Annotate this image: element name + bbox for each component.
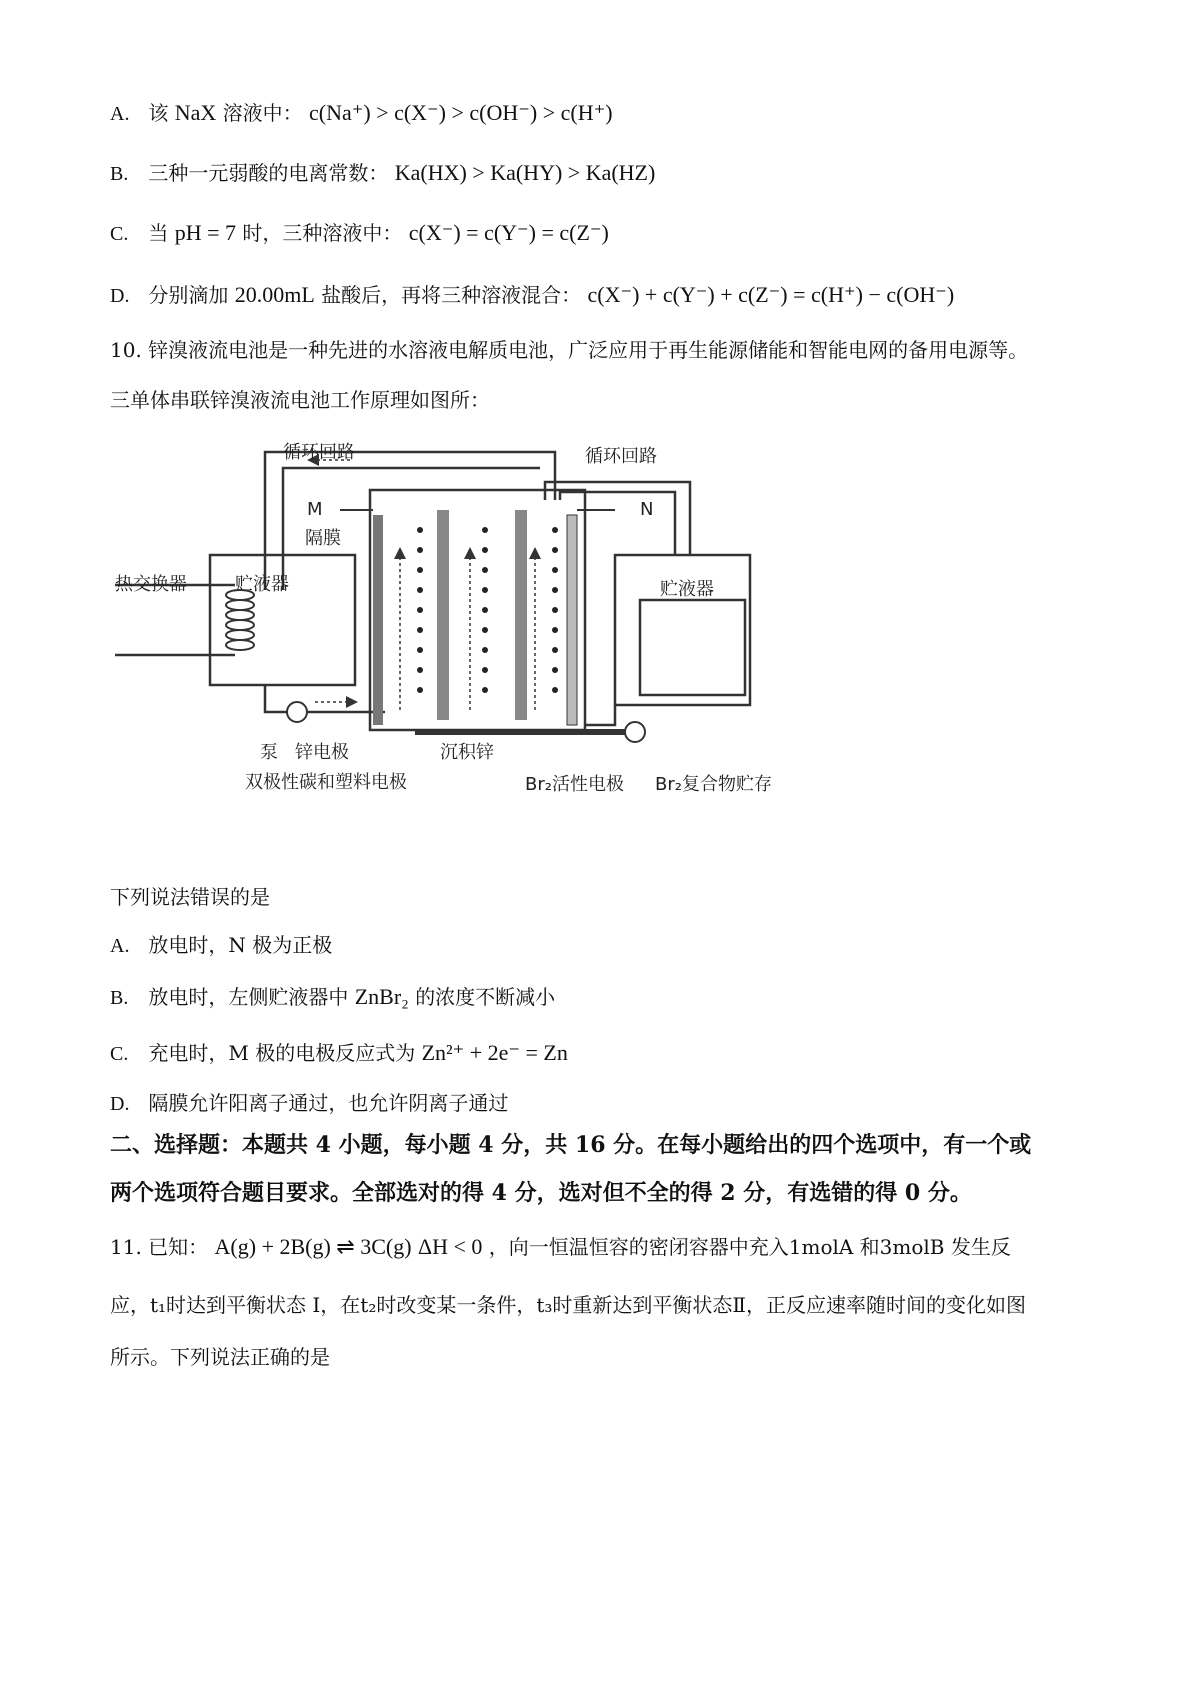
q10-option-b <box>110 982 555 1013</box>
q11-line1-rest: ，向一恒温恒容的密闭容器中充入1molA 和3molB 发生反 <box>488 1235 1011 1259</box>
left-bottom-pipe <box>265 685 385 712</box>
label-zinc-electrode: 锌电极 <box>295 742 349 763</box>
option-letter: D. <box>110 1093 130 1115</box>
volume-value: 20.00mL <box>234 282 315 307</box>
label-heat-exchanger: 热交换器 <box>115 574 187 595</box>
q9-option-c <box>110 218 609 249</box>
option-prefix: 分别滴加 <box>148 283 229 307</box>
label-membrane: 隔膜 <box>305 528 341 549</box>
q11-enthalpy: ΔH < 0 <box>417 1234 483 1259</box>
label-br2-storage: Br₂复合物贮存 <box>655 774 772 795</box>
label-pump: 泵 <box>260 742 278 763</box>
label-loop-left: 循环回路 <box>283 442 355 463</box>
left-pump <box>287 702 307 722</box>
option-prefix: 当 <box>148 221 169 245</box>
formula: ZnBr₂ <box>354 984 409 1009</box>
q10-option-a <box>110 930 332 961</box>
option-text-2: 的浓度不断减小 <box>415 985 556 1009</box>
q10-stem-line1: 10. 锌溴液流电池是一种先进的水溶液电解质电池，广泛应用于再生能源储能和智能电网的备用电源等。 <box>110 338 1029 362</box>
ph-condition: pH = 7 <box>174 220 237 245</box>
q11-line1 <box>110 1232 1011 1262</box>
q9-option-b <box>110 158 655 189</box>
label-deposited-zinc: 沉积锌 <box>440 742 494 763</box>
label-n: N <box>640 499 654 520</box>
option-letter: D. <box>110 285 130 307</box>
bipolar-electrode-1 <box>437 510 449 720</box>
salt-formula: NaX <box>174 100 217 125</box>
option-mid-text: 溶液中： <box>222 101 303 125</box>
option-text: 时，三种溶液中： <box>242 221 403 245</box>
q10-stem-line2: 三单体串联锌溴液流电池工作原理如图所： <box>110 388 490 412</box>
q10-option-d <box>110 1088 508 1119</box>
option-letter: A. <box>110 935 130 957</box>
left-loop-pipe <box>265 452 555 590</box>
right-pump <box>625 722 645 742</box>
option-text: 充电时，M 极的电极反应式为 <box>148 1041 416 1065</box>
option-letter: C. <box>110 223 129 245</box>
zinc-electrode <box>373 515 383 725</box>
option-letter: C. <box>110 1043 129 1065</box>
q11-number: 11. <box>110 1235 142 1259</box>
q11-line3: 所示。下列说法正确的是 <box>110 1345 330 1369</box>
option-letter: B. <box>110 163 129 185</box>
option-text: 盐酸后，再将三种溶液混合： <box>321 283 582 307</box>
right-bottom-pipe <box>585 705 615 725</box>
label-reservoir-right: 贮液器 <box>660 579 714 600</box>
option-text: 三种一元弱酸的电离常数： <box>148 161 389 185</box>
label-br2-electrode: Br₂活性电极 <box>525 774 624 795</box>
label-reservoir-left: 贮液器 <box>235 574 289 595</box>
label-bipolar: 双极性碳和塑料电极 <box>245 772 407 793</box>
option-letter: A. <box>110 103 130 125</box>
option-prefix: 该 <box>148 101 169 125</box>
br2-electrode <box>567 515 577 725</box>
q10-question: 下列说法错误的是 <box>110 885 270 909</box>
ka-expression: Ka(HX) > Ka(HY) > Ka(HZ) <box>394 160 656 185</box>
q9-option-d <box>110 280 954 311</box>
option-text-1: 放电时，左侧贮液器中 <box>148 985 349 1009</box>
option-letter: B. <box>110 987 129 1009</box>
heat-exchanger-coil <box>226 590 254 650</box>
q11-line2: 应，t₁时达到平衡状态 I，在t₂时改变某一条件，t₃时重新达到平衡状态Ⅱ，正反应速率随时间的变化如图 <box>110 1293 1027 1317</box>
right-reservoir <box>615 555 750 705</box>
electrode-equation: Zn²⁺ + 2e⁻ = Zn <box>421 1040 568 1065</box>
flow-battery-diagram <box>115 440 855 860</box>
q11-reaction: A(g) + 2B(g) ⇌ 3C(g) <box>214 1234 412 1259</box>
section2-heading-line2: 两个选项符合题目要求。全部选对的得 4 分，选对但不全的得 2 分，有选错的得 0 分。 <box>110 1180 972 1206</box>
label-m: M <box>307 499 323 520</box>
q10-option-c <box>110 1038 568 1069</box>
label-loop-right: 循环回路 <box>585 446 657 467</box>
concentration-expression: c(X⁻) = c(Y⁻) = c(Z⁻) <box>408 220 609 245</box>
section2-heading-line1: 二、选择题：本题共 4 小题，每小题 4 分，共 16 分。在每小题给出的四个选项中，有一个或 <box>110 1132 1032 1158</box>
bipolar-electrode-2 <box>515 510 527 720</box>
option-text: 放电时，N 极为正极 <box>148 933 333 957</box>
concentration-expression: c(X⁻) + c(Y⁻) + c(Z⁻) = c(H⁺) − c(OH⁻) <box>587 282 955 307</box>
concentration-expression: c(Na⁺) > c(X⁻) > c(OH⁻) > c(H⁺) <box>308 100 613 125</box>
br2-storage-box <box>640 600 745 695</box>
q11-known: 已知： <box>148 1235 209 1259</box>
q9-option-a <box>110 98 613 129</box>
option-text: 隔膜允许阳离子通过，也允许阴离子通过 <box>148 1091 509 1115</box>
